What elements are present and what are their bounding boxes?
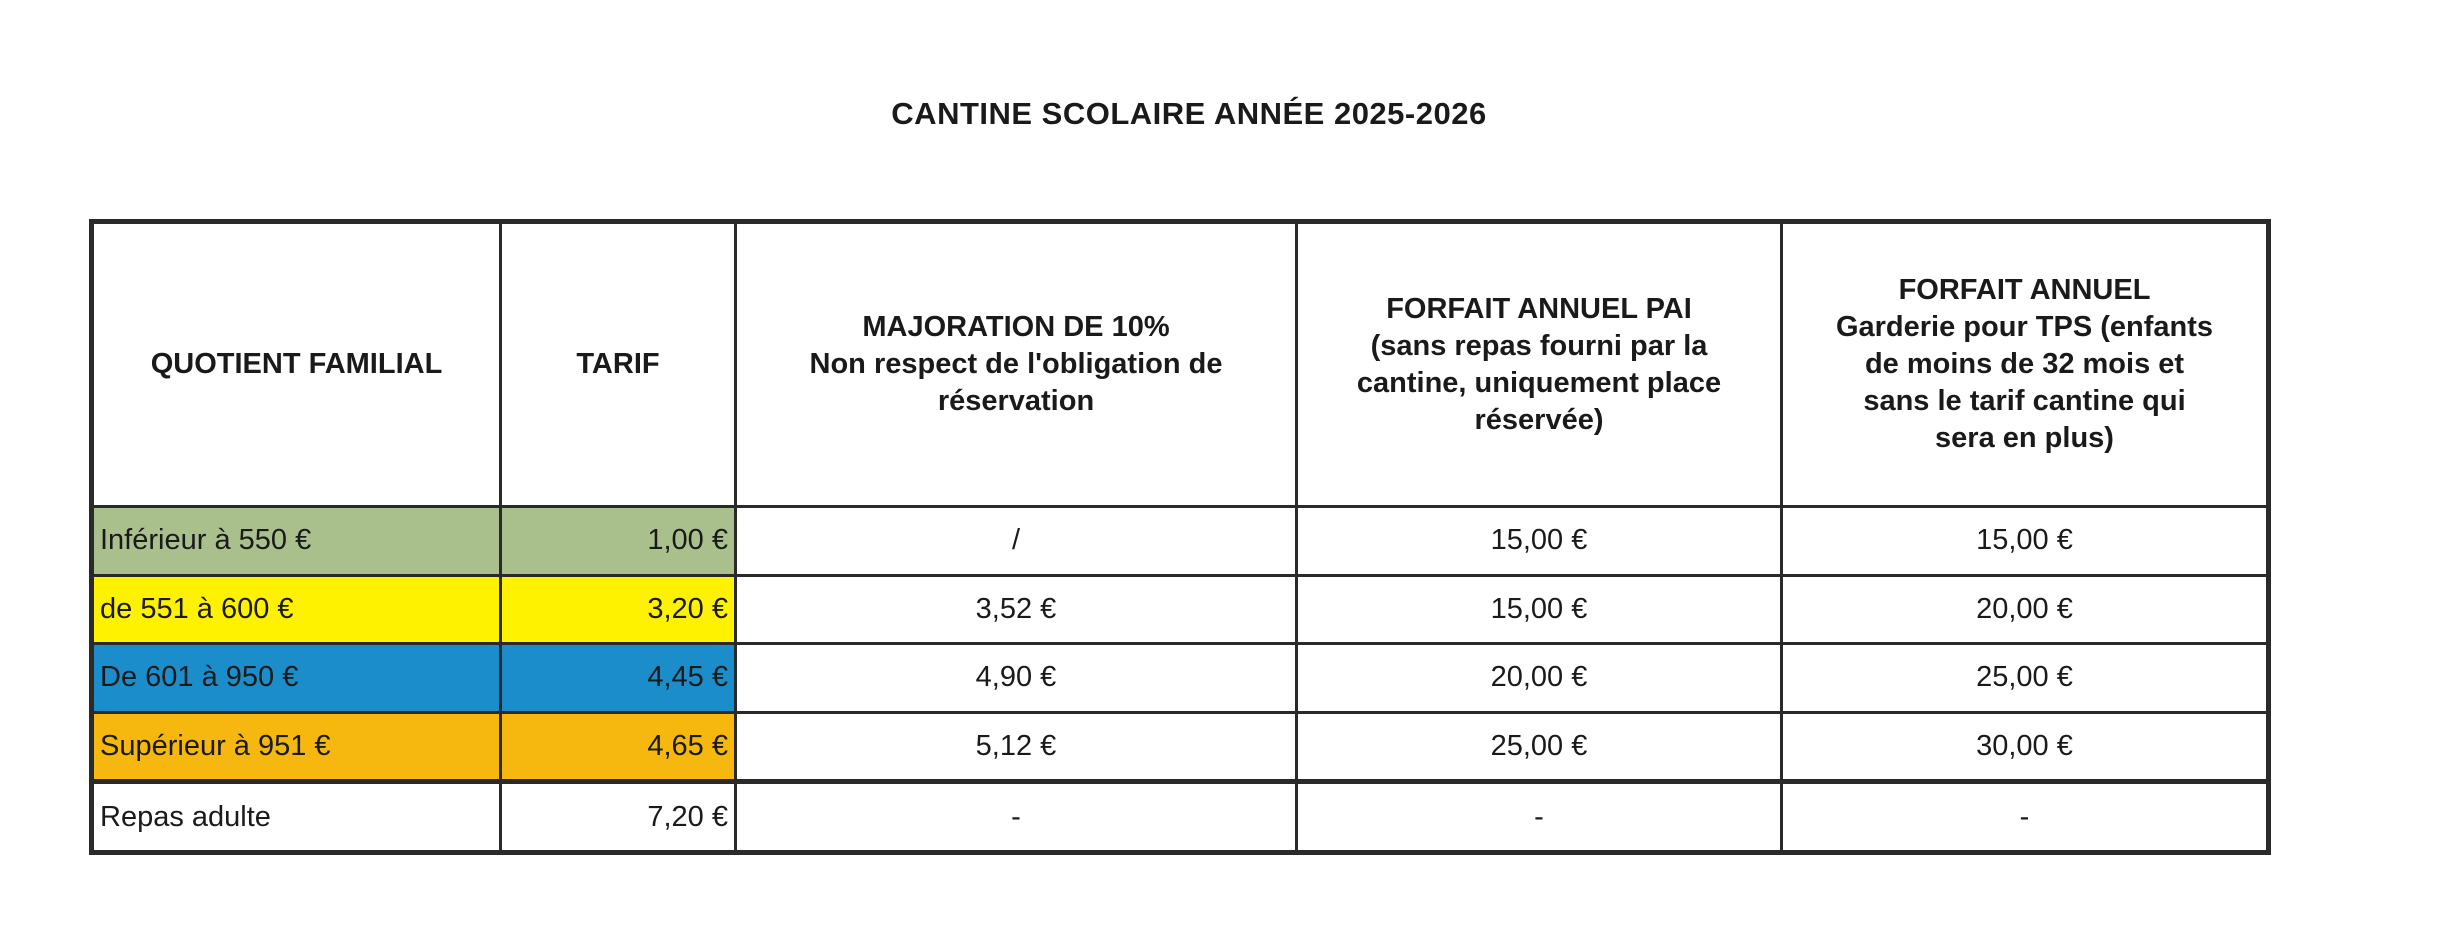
header-line: Non respect de l'obligation de	[809, 348, 1223, 380]
cell-tps: 25,00 €	[1782, 644, 2269, 713]
header-forfait-pai	[1297, 222, 1782, 507]
cell-majoration: 3,52 €	[736, 575, 1297, 644]
cell-pai: 25,00 €	[1297, 712, 1782, 782]
table-row	[92, 782, 2269, 853]
cell-tarif: 1,00 €	[501, 507, 736, 576]
cell-quotient: Inférieur à 550 €	[92, 507, 501, 576]
header-line: (sans repas fourni par la	[1370, 329, 1708, 362]
header-line: sera en plus)	[1935, 422, 2114, 454]
header-quotient-familial	[92, 222, 501, 507]
header-tarif	[501, 222, 736, 507]
header-line: réservation	[937, 385, 1095, 417]
cell-pai: 20,00 €	[1297, 644, 1782, 713]
header-line: MAJORATION DE 10%	[862, 311, 1170, 343]
cell-majoration: /	[736, 507, 1297, 576]
header-line: Garderie pour TPS (enfants	[1835, 311, 2214, 343]
cell-tps: 15,00 €	[1782, 507, 2269, 576]
cell-tarif: 7,20 €	[501, 782, 736, 853]
table-row	[92, 712, 2269, 782]
header-forfait-tps	[1782, 222, 2269, 507]
cell-majoration: 5,12 €	[736, 712, 1297, 782]
header-line: TARIF	[576, 348, 660, 380]
cell-tarif: 4,65 €	[501, 712, 736, 782]
cell-majoration: 4,90 €	[736, 644, 1297, 713]
header-row	[92, 222, 2269, 507]
table-row	[92, 507, 2269, 576]
document-title: CANTINE SCOLAIRE ANNÉE 2025-2026	[891, 96, 1487, 131]
header-line: FORFAIT ANNUEL	[1898, 274, 2151, 306]
cell-tarif: 4,45 €	[501, 644, 736, 713]
header-line: sans le tarif cantine qui	[1863, 385, 2186, 417]
cell-tps: -	[1782, 782, 2269, 853]
cell-quotient: Repas adulte	[92, 782, 501, 853]
cell-quotient: Supérieur à 951 €	[92, 712, 501, 782]
cell-pai: 15,00 €	[1297, 507, 1782, 576]
header-line: cantine, uniquement place	[1356, 366, 1722, 399]
cell-pai: -	[1297, 782, 1782, 853]
tariff-table	[89, 219, 2271, 855]
header-majoration	[736, 222, 1297, 507]
cell-quotient: de 551 à 600 €	[92, 575, 501, 644]
cell-tps: 20,00 €	[1782, 575, 2269, 644]
cell-majoration: -	[736, 782, 1297, 853]
cell-pai: 15,00 €	[1297, 575, 1782, 644]
table-row	[92, 575, 2269, 644]
header-line: de moins de 32 mois et	[1864, 348, 2185, 380]
header-line: QUOTIENT FAMILIAL	[150, 348, 443, 380]
table-row	[92, 644, 2269, 713]
cell-tarif: 3,20 €	[501, 575, 736, 644]
cell-quotient: De 601 à 950 €	[92, 644, 501, 713]
header-line: réservée)	[1474, 403, 1604, 436]
cell-tps: 30,00 €	[1782, 712, 2269, 782]
header-line: FORFAIT ANNUEL PAI	[1386, 292, 1692, 325]
